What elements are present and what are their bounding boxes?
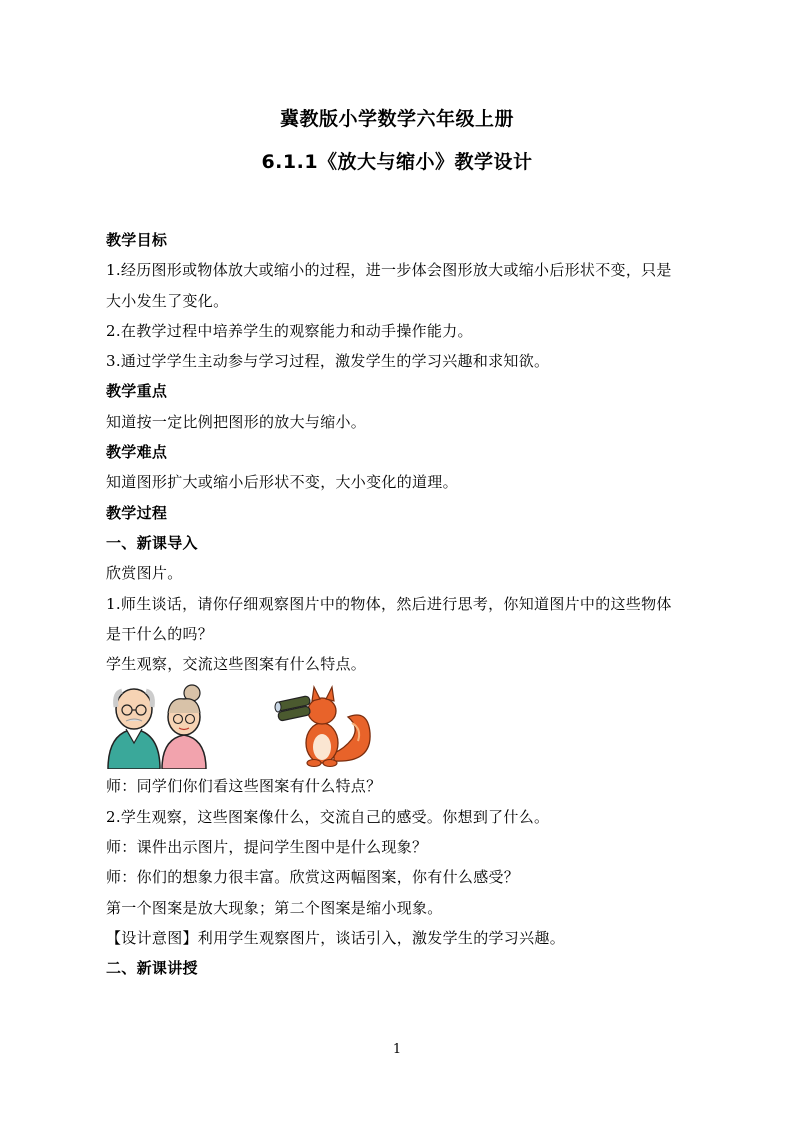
paragraph: 3.通过学学生主动参与学习过程，激发学生的学习兴趣和求知欲。 <box>106 352 550 371</box>
page-number: 1 <box>392 1042 402 1057</box>
squirrel-binoculars-image <box>272 683 376 769</box>
paragraph: 知道图形扩大或缩小后形状不变，大小变化的道理。 <box>106 473 458 492</box>
doc-body <box>106 225 702 984</box>
paragraph: 【设计意图】利用学生观察图片，谈话引入，激发学生的学习兴趣。 <box>106 928 566 947</box>
section-heading-key: 教学重点 <box>106 382 168 401</box>
paragraph: 2.学生观察，这些图案像什么，交流自己的感受。你想到了什么。 <box>106 807 550 826</box>
paragraph: 第一个图案是放大现象；第二个图案是缩小现象。 <box>106 898 443 917</box>
paragraph: 师：同学们你们看这些图案有什么特点？ <box>106 777 382 796</box>
paragraph: 学生观察，交流这些图案有什么特点。 <box>106 655 367 674</box>
illustration-row <box>106 683 702 769</box>
paragraph: 师：你们的想象力很丰富。欣赏这两幅图案，你有什么感受？ <box>106 868 520 887</box>
section-heading-part1: 一、新课导入 <box>106 533 198 552</box>
paragraph: 1.师生谈话，请你仔细观察图片中的物体，然后进行思考，你知道图片中的这些物体 <box>106 594 672 613</box>
section-heading-process: 教学过程 <box>106 503 168 522</box>
paragraph: 大小发生了变化。 <box>106 291 229 310</box>
section-heading-part2: 二、新课讲授 <box>106 959 198 978</box>
paragraph: 2.在教学过程中培养学生的观察能力和动手操作能力。 <box>106 321 473 340</box>
section-heading-goals: 教学目标 <box>106 231 168 249</box>
paragraph: 师：课件出示图片，提问学生图中是什么现象？ <box>106 838 428 857</box>
elderly-couple-image <box>106 683 212 769</box>
paragraph: 欣赏图片。 <box>106 564 183 583</box>
paragraph: 知道按一定比例把图形的放大与缩小。 <box>106 412 367 431</box>
doc-title: 冀教版小学数学六年级上册 <box>279 108 514 130</box>
paragraph: 是干什么的吗？ <box>106 624 214 643</box>
doc-subtitle: 6.1.1《放大与缩小》教学设计 <box>261 151 533 173</box>
section-heading-difficulty: 教学难点 <box>106 443 168 462</box>
paragraph: 1.经历图形或物体放大或缩小的过程，进一步体会图形放大或缩小后形状不变，只是 <box>106 261 672 280</box>
